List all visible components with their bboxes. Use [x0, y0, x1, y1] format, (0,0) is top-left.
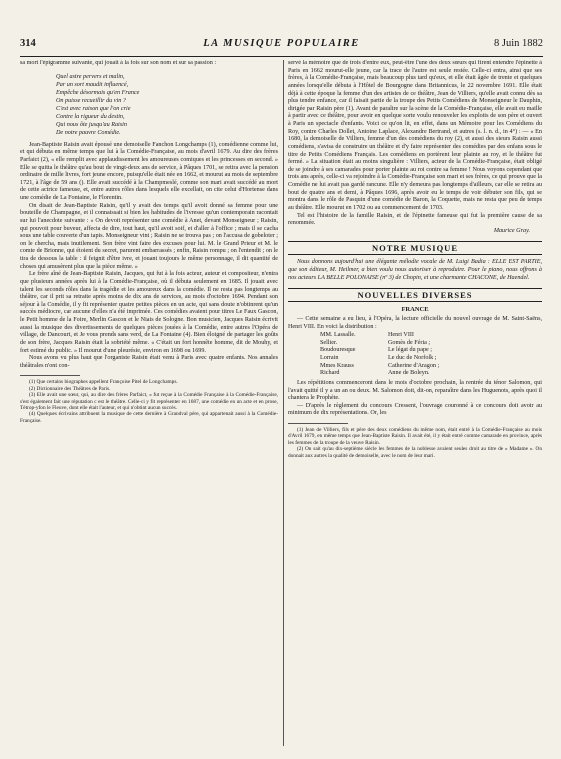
- footnote: (2) On sait qu'au dix-septième siècle les femmes de la noblesse avaient seules droit au titre de « Madame ». On donnait aux autres la qualité de demoiselle, avec le nom de leur mari.: [288, 446, 542, 459]
- cast-role: Le duc de Norfolk ;: [388, 355, 437, 361]
- author-signature: Maurice Gray.: [493, 227, 530, 234]
- header-rule: [20, 56, 543, 57]
- news-paragraph: Les répétitions commenceront dans le mois d'octobre prochain, la rentrée du ténor Salomon, qui l'avait quitté il y a un an ou deux. M. Salomon doit, dit-on, reparaître dans les Huguenots, après quoi il chantera le Prophète.: [288, 379, 542, 402]
- section-heading-notre-musique: NOTRE MUSIQUE: [288, 241, 542, 255]
- footnote-rule: [20, 375, 80, 376]
- page-header: [20, 38, 543, 52]
- footnote: (2) Dictionnaire des Théâtres de Paris.: [29, 385, 111, 392]
- footnote: (1) Que certains biographes appellent Françoise Pitel de Longchamps.: [29, 379, 178, 386]
- article-paragraph: Nous avons vu plus haut que l'organiste Raisin était venu à Paris avec quatre enfants. Nos annales théâtrales n'ont con-: [20, 355, 278, 369]
- footnote-rule: [288, 423, 348, 424]
- cast-row: [320, 340, 542, 348]
- cast-actor: Boudouresque: [320, 347, 356, 354]
- cast-actor: Mmes Krauss: [320, 362, 354, 369]
- journal-title: LA MUSIQUE POPULAIRE: [203, 38, 360, 49]
- poem-line: Empêche désormais qu'en France: [56, 89, 140, 96]
- article-paragraph: servé la mémoire que de trois d'entre eux, peut-être l'une des deux sœurs qui firent entendre l'épinette à Paris en 1662 mourut-elle jeune, car la trace de l'autre est seule restée. Celle-ci entra, ainsi que ses frères, à la Comédie-Française, mais beaucoup plus tard qu'eux, et elle était âgée de trente et quelques années lorsqu'elle débuta à l'Hôtel de Bourgogne dans Britannicus, le 22 novembre 1691. Elle était déjà à cette époque la femme d'un des artistes de ce théâtre, Jean de Villiers, qu'elle avait connu dès sa plus tendre enfance, car il faisait partie de la troupe des Petits Comédiens de Monseigneur le Dauphin, dirigée par Raisin père (1). Avant de paraître sur la scène de la Comédie-Française, elle avait eu maille à partir avec ce théâtre, pour avoir en quelque sorte voulu renouveler les exploits de son père et ouvert à Paris un spectacle d'enfants. Voici ce qu'on lit, en effet, dans un Mémoire pour les Comédiens du Roy, contre Charles Dollet, Antoine Laplace, Alexandre Bertrand, et autres (s. l. n. d., in 4°) : — « En 1680, la demoiselle de Villiers, femme d'un des comédiens du roy (2), et aussi des sieurs Raisin aussi comédiens, s'avisa de construire un théâtre et d'y faire représenter des comédies par des enfans sous le titre de Petits Comédiens Français. Les comédiens en portèrent leur plainte au roy, et le théâtre fut fermé. » La situation était au moins singulière : Villiers, acteur de la Comédie-Française, était obligé de se joindre à ses camarades pour porter plainte au roi contre sa femme ! Nous voyons cependant que trois ans après, celle-ci va rejoindre à la Comédie-Française son mari et ses frères, ce qui prouve que la Comédie ne lui avait pas gardé rancune. Elle n'y demeura pas longtemps d'ailleurs, car elle se retira au bout de quatre ans et demi, à Pâques 1696, après avoir eu le temps de voir débuter son fils, qui se montra dans le rôle de Pasquin d'une comédie de Baron, la Coquette, mais ne resta que peu de temps au théâtre. Elle mourut en 1702 ou au commencement de 1703.: [288, 60, 542, 211]
- article-paragraph: Le frère aîné de Jean-Baptiste Raisin, Jacques, qui fut à la fois acteur, auteur et compositeur, n'entra que plusieurs années après lui à la Comédie-Française, où il débuta seulement en 1685. Il jouait avec talent les seconds rôles dans la tragédie et les amoureux dans la comédie. Il ne resta pas longtemps au théâtre, car il prit sa retraite après moins de dix ans de services, au mois d'octobre 1694. Pendant son séjour à la Comédie, il y fit représenter quatre petites pièces en un acte, qui sans doute n'obtinrent qu'un succès médiocre, car aucune d'elles n'a été imprimée. Ces comédies avaient pour titres Le Faux Gascon, le Petit homme de la Foire, Merlin Gascon et le Niais de Sologne. Bon musicien, Jacques Raisin écrivit aussi la musique des divertissements de quelques pièces jouées à la Comédie, entre autres l'Opéra de village, de Dancourt, et Je vous prends sans verd, de La Fontaine (4). Bien éloigné de partager les goûts de son frère, Jacques Raisin était la sobriété même. « C'était un fort honnête homme, dit de Mouhy, et fort estimé du public. » Il mourut d'une pleurésie, environ en 1698 ou 1699.: [20, 271, 278, 354]
- right-column: [288, 60, 542, 750]
- notre-musique-text: Nous donnons aujourd'hui une élégante mélodie vocale de M. Luigi Badia : ELLE EST PARTIE, que son éditeur, M. Heilmer, a bien voulu nous autoriser à reproduire. Pour le piano, nous offrons à nos acteurs LA BELLE POLONAISE (nº 3) de Chopin, et une charmante CHACONE, de Haendel.: [288, 259, 542, 281]
- poem-line: Par un sort maudit influencé,: [56, 81, 129, 88]
- poem-line: Contre la rigueur du destin,: [56, 113, 125, 120]
- intro-paragraph: sa mort l'épigramme suivante, qui jouait à la fois sur son nom et sur sa passion :: [20, 60, 217, 66]
- cast-actor: Sellier.: [320, 339, 338, 346]
- cast-list: [320, 332, 542, 378]
- footnote: (3) Elle avait une sœur, qui, au dire des frères Parfaict, « fut reçue à la Comédie Française à la Comédie-Française, s'est également fait une réputation c est le théâtre. Celle-ci y fit représenter en 1687, une comédie en un acte et en prose, Tétrop-yfon le Fleuve, dont elle était l'auteur, et qui n'obtint aucun succès.: [20, 392, 278, 411]
- cast-role: Catherine d'Aragon ;: [388, 362, 440, 369]
- cast-actor: Richard: [320, 370, 340, 377]
- left-column: [20, 60, 278, 750]
- footnote: (1) Jean de Villiers, fils et père des deux comédiens du même nom, était entré à la Comédie-Française au mois d'Avril 1679, en même temps que Jean-Baptiste Raisin. Il avait été, il y était entré comme camarade en province, après les femmes de la troupe de la veuve Raisin.: [288, 427, 542, 446]
- subheading-france: FRANCE: [401, 306, 429, 314]
- cast-row: [320, 332, 542, 340]
- cast-row: [320, 370, 542, 378]
- article-paragraph: Tel est l'histoire de la famille Raisin, et de l'épinette fameuse qui fut la première cause de sa renommée.: [288, 212, 542, 227]
- poem-line: C'est avec raison que l'on crie: [56, 105, 131, 112]
- section-heading-nouvelles: NOUVELLES DIVERSES: [288, 288, 542, 302]
- epigram-poem: [56, 73, 278, 137]
- poem-line: On puisse recueillir du vin ?: [56, 97, 126, 104]
- article-paragraph: On disait de Jean-Baptiste Raisin, qu'il y avait des temps qu'il avoit donné sa femme pour une bouteille de Champagne, et il connaissait si bien les habitudes de l'ivresse qu'un contemporain racontait sur lui l'anecdote suivante : « On devoit représenter une comédie à Anet, devant Monseigneur ; Raisin, qui pouvoit pour buveur, affecta de dire, tout haut, qu'il avoit soif, et d'aller à l'office ; mais il se cacha sous une table couverte d'un tapis. Monseigneur vint ; Raisin ne se trouva pas ; on l'accusa de gobeloter ; on le chercha, mais inutilement. Son frère vint faire des excuses pour lui. M. le Grand Prieur et M. le comte de Brionne, qui étoient du secret, parurent embarrassés ; enfin, Raisin rompu ; on l'entendit ; on le tira de dessous la table : il feignit d'être ivre, et jouant toujours le même personnage, il dit quantité de choses qui amusèrent plus que la pièce même. »: [20, 202, 278, 270]
- cast-row: [320, 347, 542, 355]
- article-paragraph: Jean-Baptiste Raisin avait épousé une demoiselle Fanchon Longchamps (1), comédienne comme lui, et qui débuta en même temps que lui à la Comédie-Française, au mois d'avril 1679. Au dire des frères Parfaict (2), « elle remplit avec applaudissement les amoureuses comiques et les princesses en second. » Elle se quitta le théâtre qu'au bout de vingt-deux ans de service, à Pâques 1701, se retira avec la pension ordinaire de mille livres, fort jeune encore, puisqu'elle était née en 1662, et mourut au mois de septembre 1721, à l'âge de 59 ans (). Elle avait succédé à la Champmeslé, comme son mari avait succédé au mort de cette actrice fameuse, et, entre autres rôles dans lesquels elle excellait, on cite celui d'Hortense dans une comédie de La Fontaine, le Florentin.: [20, 141, 278, 201]
- cast-row: [320, 363, 542, 371]
- column-separator: [283, 60, 284, 746]
- footnote: (4) Quelques écrivains attribuent la musique de cette dernière à Grandval père, qui appartenait aussi à la Comédie-Française.: [20, 411, 278, 424]
- poem-line: De notre pauvre Comédie.: [56, 129, 121, 136]
- cast-role: Henri VIII: [388, 332, 414, 339]
- cast-actor: Lorrain: [320, 355, 339, 361]
- cast-role: Le légat du pape ;: [388, 347, 432, 354]
- cast-row: [320, 355, 542, 363]
- poem-line: Qui nous ôte jusqu'au Raisin: [56, 121, 127, 128]
- cast-role: Gomès de Féria ;: [388, 339, 431, 346]
- cast-role: Anne de Boleyn.: [388, 370, 430, 377]
- poem-line: Quel astre pervers et malin,: [56, 73, 125, 80]
- cast-actor: MM. Lassalle.: [320, 332, 356, 339]
- news-paragraph: — Cette semaine a eu lieu, à l'Opéra, la lecture officielle du nouvel ouvrage de M. Saint-Saëns, Henri VIII. En voici la distribution :: [288, 315, 542, 330]
- issue-date: 8 Juin 1882: [493, 38, 543, 49]
- page-number: 314: [20, 38, 36, 49]
- news-paragraph: — D'après le règlement du concours Cressent, l'ouvrage couronné à ce concours doit avoir au minimum de dix représentations. Or, les: [288, 402, 542, 417]
